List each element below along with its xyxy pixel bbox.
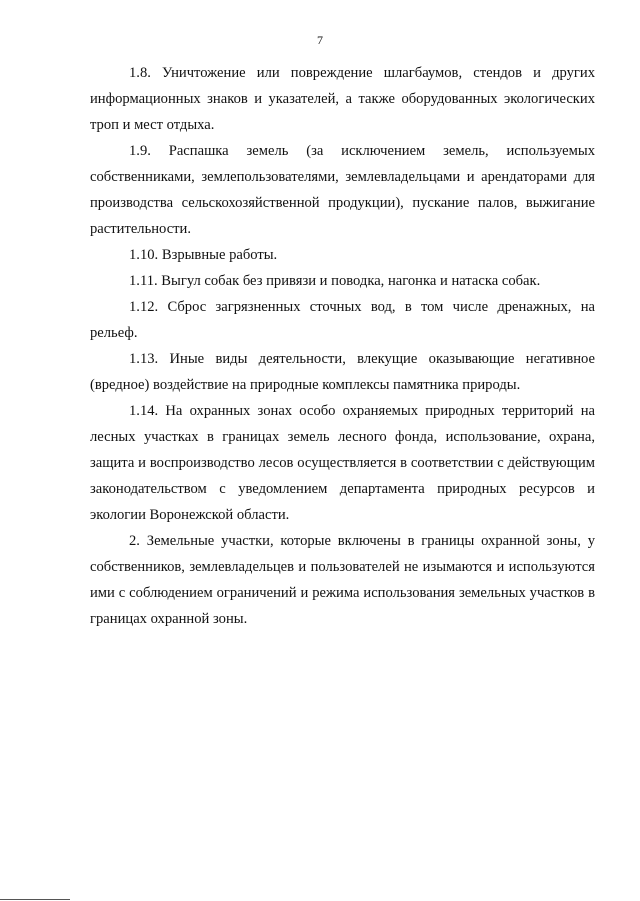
paragraph-1-13: 1.13. Иные виды деятельности, влекущие оказывающие негативное (вредное) воздействие на природные комплексы памятника природы.: [90, 351, 595, 393]
paragraph-1-12: 1.12. Сброс загрязненных сточных вод, в том числе дренажных, на рельеф.: [90, 299, 595, 341]
paragraph-1-8: 1.8. Уничтожение или повреждение шлагбаумов, стендов и других информационных знаков и указателей, а также оборудованных экологических троп и мест отдыха.: [90, 65, 595, 133]
paragraph-2: 2. Земельные участки, которые включены в границы охранной зоны, у собственников, землевладельцев и пользователей не изымаются и используются ими с соблюдением ограничений и режима использования земельных участков в границах охранной зоны.: [90, 533, 595, 627]
paragraph-1-14: 1.14. На охранных зонах особо охраняемых природных территорий на лесных участках в границах земель лесного фонда, использование, охрана, защита и воспроизводство лесов осуществляется в соответствии с действующим законодательством с уведомлением департамента природных ресурсов и экологии Воронежской области.: [90, 403, 595, 523]
document-body: [90, 60, 595, 632]
scan-edge-line: [0, 899, 70, 900]
paragraph-1-11: 1.11. Выгул собак без привязи и поводка, нагонка и натаска собак.: [129, 273, 541, 289]
page-number: 7: [317, 33, 323, 47]
paragraph-1-9: 1.9. Распашка земель (за исключением земель, используемых собственниками, землепользователями, землевладельцами и арендаторами для производства сельскохозяйственной продукции), пускание палов, выжигание растительности.: [90, 143, 595, 237]
paragraph-1-10: 1.10. Взрывные работы.: [129, 247, 278, 263]
